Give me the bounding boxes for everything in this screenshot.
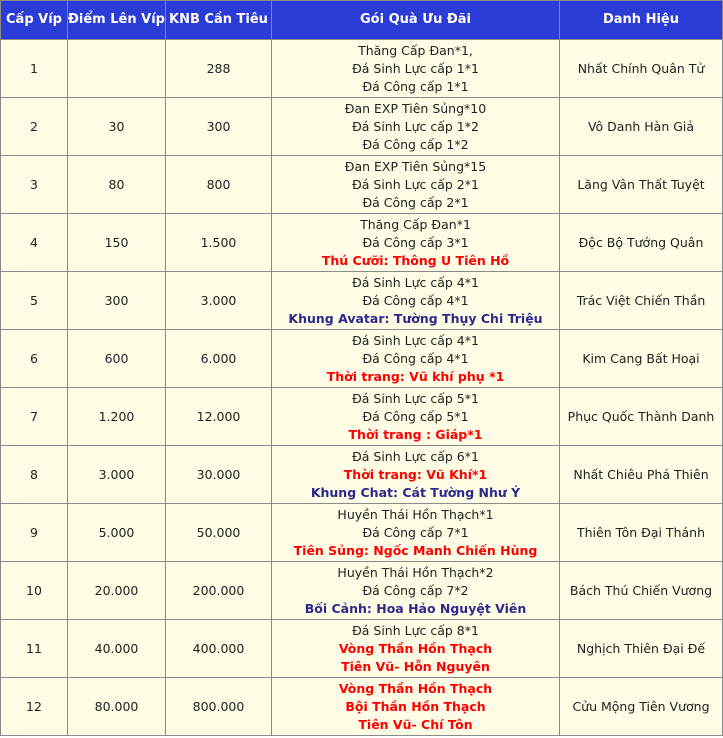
vip-points-cell: 5.000 xyxy=(68,504,166,562)
gift-package-cell xyxy=(272,40,560,98)
vip-level-cell: 7 xyxy=(1,388,68,446)
gift-package-cell xyxy=(272,446,560,504)
vip-level-cell: 2 xyxy=(1,98,68,156)
knb-cell: 800.000 xyxy=(166,678,272,736)
vip-points-cell: 300 xyxy=(68,272,166,330)
vip-title-cell: Độc Bộ Tướng Quân xyxy=(560,214,723,272)
knb-cell: 30.000 xyxy=(166,446,272,504)
vip-title-cell: Thiên Tôn Đại Thánh xyxy=(560,504,723,562)
gift-item: Đá Sinh Lực cấp 2*1 xyxy=(352,176,479,192)
knb-cell: 12.000 xyxy=(166,388,272,446)
gift-item: Đá Sinh Lực cấp 5*1 xyxy=(352,390,479,406)
knb-cell: 1.500 xyxy=(166,214,272,272)
knb-cell: 3.000 xyxy=(166,272,272,330)
table-row xyxy=(1,98,723,156)
gift-item: Thời trang: Vũ khí phụ *1 xyxy=(326,368,505,384)
gift-item: Huyền Thái Hồn Thạch*1 xyxy=(337,506,494,522)
gift-package-cell xyxy=(272,678,560,736)
gift-package-cell xyxy=(272,214,560,272)
vip-level-cell: 6 xyxy=(1,330,68,388)
vip-points-cell xyxy=(68,40,166,98)
gift-package-cell xyxy=(272,388,560,446)
header-vip-points: Điểm Lên Víp xyxy=(68,1,166,40)
vip-title-cell: Kim Cang Bất Hoại xyxy=(560,330,723,388)
gift-item: Thời trang : Giáp*1 xyxy=(348,426,483,442)
vip-level-cell: 9 xyxy=(1,504,68,562)
gift-item: Đá Công cấp 2*1 xyxy=(362,194,469,210)
vip-title-cell: Cửu Mộng Tiên Vương xyxy=(560,678,723,736)
vip-points-cell: 3.000 xyxy=(68,446,166,504)
gift-item: Đá Công cấp 7*1 xyxy=(362,524,469,540)
gift-item: Huyền Thái Hồn Thạch*2 xyxy=(337,564,494,580)
gift-item: Đá Sinh Lực cấp 4*1 xyxy=(352,332,479,348)
table-row xyxy=(1,272,723,330)
gift-item: Đá Công cấp 5*1 xyxy=(362,408,469,424)
gift-item: Vòng Thần Hồn Thạch xyxy=(338,640,493,656)
vip-title-cell: Trác Việt Chiến Thần xyxy=(560,272,723,330)
table-row xyxy=(1,562,723,620)
knb-cell: 288 xyxy=(166,40,272,98)
knb-cell: 800 xyxy=(166,156,272,214)
vip-points-cell: 600 xyxy=(68,330,166,388)
vip-level-cell: 11 xyxy=(1,620,68,678)
header-row xyxy=(1,1,723,40)
gift-item: Đá Sinh Lực cấp 8*1 xyxy=(352,622,479,638)
knb-cell: 400.000 xyxy=(166,620,272,678)
gift-item: Đá Công cấp 1*2 xyxy=(362,136,469,152)
gift-package-cell xyxy=(272,504,560,562)
vip-level-cell: 8 xyxy=(1,446,68,504)
table-body xyxy=(1,40,723,736)
vip-level-cell: 12 xyxy=(1,678,68,736)
table-row xyxy=(1,504,723,562)
gift-item: Bối Cảnh: Hoa Hảo Nguyệt Viên xyxy=(304,600,527,616)
vip-level-cell: 10 xyxy=(1,562,68,620)
vip-level-cell: 3 xyxy=(1,156,68,214)
knb-cell: 300 xyxy=(166,98,272,156)
gift-item: Tiên Sủng: Ngốc Manh Chiến Hùng xyxy=(293,542,538,558)
gift-item: Thú Cưỡi: Thông U Tiên Hồ xyxy=(321,252,510,268)
table-row xyxy=(1,678,723,736)
knb-cell: 200.000 xyxy=(166,562,272,620)
vip-title-cell: Bách Thú Chiến Vương xyxy=(560,562,723,620)
gift-item: Vòng Thần Hồn Thạch xyxy=(338,680,493,696)
table-row xyxy=(1,40,723,98)
gift-package-cell xyxy=(272,562,560,620)
vip-level-cell: 5 xyxy=(1,272,68,330)
table-row xyxy=(1,156,723,214)
gift-item: Đá Sinh Lực cấp 1*2 xyxy=(352,118,479,134)
vip-points-cell: 1.200 xyxy=(68,388,166,446)
header-knb-required: KNB Cần Tiêu xyxy=(166,1,272,40)
gift-item: Thời trang: Vũ Khí*1 xyxy=(343,466,488,482)
table-row xyxy=(1,388,723,446)
gift-item: Khung Chat: Cát Tường Như Ý xyxy=(310,484,521,500)
gift-item: Tiên Vũ- Hỗn Nguyên xyxy=(341,658,490,674)
header-gift-package: Gói Quà Ưu Đãi xyxy=(272,1,560,40)
knb-cell: 50.000 xyxy=(166,504,272,562)
table-header xyxy=(1,1,723,40)
table-row xyxy=(1,330,723,388)
gift-package-cell xyxy=(272,272,560,330)
gift-item: Đá Công cấp 3*1 xyxy=(362,234,469,250)
gift-item: Thăng Cấp Đan*1, xyxy=(358,42,473,58)
vip-level-cell: 4 xyxy=(1,214,68,272)
gift-package-cell xyxy=(272,98,560,156)
vip-title-cell: Nhất Chính Quân Tử xyxy=(560,40,723,98)
header-vip-level: Cấp Víp xyxy=(1,1,68,40)
gift-item: Đan EXP Tiên Sủng*10 xyxy=(344,100,487,116)
vip-points-cell: 30 xyxy=(68,98,166,156)
gift-package-cell xyxy=(272,620,560,678)
vip-title-cell: Lăng Vân Thất Tuyệt xyxy=(560,156,723,214)
vip-title-cell: Nhất Chiêu Phá Thiên xyxy=(560,446,723,504)
knb-cell: 6.000 xyxy=(166,330,272,388)
vip-title-cell: Phục Quốc Thành Danh xyxy=(560,388,723,446)
gift-item: Thăng Cấp Đan*1 xyxy=(360,216,471,232)
gift-item: Bội Thần Hồn Thạch xyxy=(345,698,486,714)
table-row xyxy=(1,214,723,272)
header-title: Danh Hiệu xyxy=(560,1,723,40)
vip-points-cell: 20.000 xyxy=(68,562,166,620)
vip-title-cell: Nghịch Thiên Đại Đế xyxy=(560,620,723,678)
vip-points-cell: 80 xyxy=(68,156,166,214)
vip-points-cell: 40.000 xyxy=(68,620,166,678)
gift-package-cell xyxy=(272,330,560,388)
table-row xyxy=(1,620,723,678)
gift-item: Khung Avatar: Tường Thụy Chi Triệu xyxy=(288,310,543,326)
vip-points-cell: 80.000 xyxy=(68,678,166,736)
gift-item: Đá Công cấp 1*1 xyxy=(362,78,469,94)
vip-title-cell: Vô Danh Hàn Giả xyxy=(560,98,723,156)
gift-item: Đá Sinh Lực cấp 4*1 xyxy=(352,274,479,290)
gift-item: Đá Công cấp 4*1 xyxy=(362,350,469,366)
vip-level-cell: 1 xyxy=(1,40,68,98)
gift-item: Tiên Vũ- Chí Tôn xyxy=(358,716,473,732)
gift-item: Đan EXP Tiên Sủng*15 xyxy=(344,158,487,174)
gift-item: Đá Sinh Lực cấp 1*1 xyxy=(352,60,479,76)
gift-item: Đá Sinh Lực cấp 6*1 xyxy=(352,448,479,464)
table-row xyxy=(1,446,723,504)
gift-item: Đá Công cấp 7*2 xyxy=(362,582,469,598)
gift-package-cell xyxy=(272,156,560,214)
gift-item: Đá Công cấp 4*1 xyxy=(362,292,469,308)
vip-points-cell: 150 xyxy=(68,214,166,272)
